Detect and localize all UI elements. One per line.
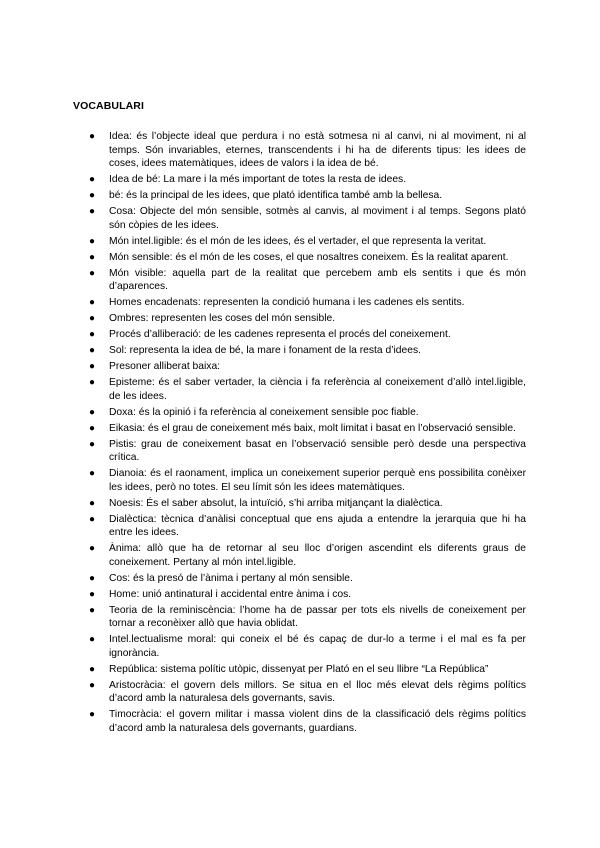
vocabulary-item-text: Pistis: grau de coneixement basat en l’observació sensible però desde una perspectiva crítica. — [109, 438, 526, 463]
vocabulary-item — [0, 173, 526, 187]
bullet-icon: ● — [89, 438, 96, 450]
bullet-icon: ● — [89, 572, 96, 584]
vocabulary-item-text: Cosa: Objecte del món sensible, sotmès al canvis, al moviment i al temps. Segons plató són còpies de les idees. — [109, 206, 526, 231]
bullet-icon: ● — [89, 679, 96, 691]
vocabulary-item — [0, 251, 526, 265]
bullet-icon: ● — [89, 297, 96, 308]
vocabulary-item-text: Home: unió antinatural i accidental entre ànima i cos. — [109, 588, 352, 600]
vocabulary-item — [0, 497, 526, 511]
vocabulary-item — [0, 588, 526, 602]
page-title: VOCABULARI — [73, 100, 144, 112]
bullet-icon: ● — [89, 377, 96, 388]
vocabulary-item — [0, 422, 526, 436]
vocabulary-item-text: Idea de bé: La mare i la més important de totes la resta de idees. — [109, 174, 407, 185]
vocabulary-item — [0, 344, 526, 358]
vocabulary-item-text: Doxa: és la opinió i fa referència al coneixement sensible poc fiable. — [109, 406, 419, 418]
vocabulary-item-text: Episteme: és el saber vertader, la ciència i fa referència al coneixement d’allò intel.ligible, de les idees. — [109, 377, 526, 402]
vocabulary-item — [0, 513, 526, 540]
vocabulary-item — [0, 663, 526, 677]
vocabulary-item-text: Teoria de la reminiscència: l’home ha de passar per tots els nivells de coneixement per tornar a reconèixer allò que havia oblidat. — [109, 604, 526, 629]
vocabulary-item — [0, 235, 526, 249]
vocabulary-item-text: Timocràcia: el govern militar i massa violent dins de la classificació dels règims polítics d’acord amb la naturalesa dels governants, guardians. — [109, 709, 526, 734]
vocabulary-item-text: Procés d’alliberació: de les cadenes representa el procés del coneixement. — [109, 329, 451, 340]
bullet-icon: ● — [89, 663, 96, 675]
vocabulary-item-text: Idea: és l’objecte ideal que perdura i no està sotmesa ni al canvi, ni al moviment, ni al temps. Són invariables, eternes, transcendents i hi ha de diferents tipus: les idees de coses, idees matemàtiques, idees de valors i la idea de bé. — [109, 131, 526, 169]
bullet-icon: ● — [89, 190, 96, 201]
vocabulary-item — [0, 205, 526, 232]
vocabulary-item — [0, 633, 526, 660]
bullet-icon: ● — [89, 345, 96, 356]
bullet-icon: ● — [89, 251, 96, 263]
vocabulary-item — [0, 189, 526, 203]
vocabulary-item-text: Presoner alliberat baixa: — [109, 361, 221, 372]
vocabulary-item — [0, 406, 526, 420]
vocabulary-item-text: Ànima: allò que ha de retornar al seu lloc d’origen ascendint els diferents graus de coneixement. Pertany al món intel.ligible. — [109, 543, 526, 568]
vocabulary-item-text: Cos: és la presó de l’ànima i pertany al món sensible. — [109, 572, 353, 584]
vocabulary-item — [0, 130, 526, 171]
vocabulary-item — [0, 604, 526, 631]
bullet-icon: ● — [89, 588, 96, 600]
vocabulary-item — [0, 708, 526, 735]
vocabulary-item — [0, 438, 526, 465]
vocabulary-list — [0, 130, 600, 738]
bullet-icon: ● — [89, 513, 96, 525]
bullet-icon: ● — [89, 604, 96, 616]
vocabulary-item-text: Dianoia: és el raonament, implica un coneixement superior perquè ens possibilita conèixer les idees, però no totes. El seu límit són les idees matemàtiques. — [109, 468, 526, 493]
vocabulary-item-text: República: sistema polític utòpic, dissenyat per Plató en el seu llibre “La República” — [109, 663, 489, 675]
vocabulary-item — [0, 296, 526, 310]
vocabulary-item-text: Dialèctica: tècnica d’anàlisi conceptual que ens ajuda a entendre la jerarquia que hi ha entre les idees. — [109, 513, 526, 538]
vocabulary-item-text: Homes encadenats: representen la condició humana i les cadenes els sentits. — [109, 297, 465, 308]
bullet-icon: ● — [89, 313, 96, 324]
vocabulary-item — [0, 360, 526, 374]
bullet-icon: ● — [89, 174, 96, 185]
vocabulary-item-text: Món intel.ligible: és el món de les idees, és el vertader, el que representa la veritat. — [109, 235, 487, 247]
vocabulary-item-text: Món sensible: és el món de les coses, el que nosaltres coneixem. És la realitat aparent. — [109, 251, 509, 263]
bullet-icon: ● — [89, 497, 96, 509]
bullet-icon: ● — [89, 329, 96, 340]
bullet-icon: ● — [89, 206, 96, 217]
vocabulary-item-text: bé: és la principal de les idees, que plató identifica també amb la bellesa. — [109, 190, 443, 201]
bullet-icon: ● — [89, 543, 96, 554]
vocabulary-item-text: Noesis: És el saber absolut, la intuïció, s’hi arriba mitjançant la dialèctica. — [109, 497, 443, 509]
vocabulary-item — [0, 267, 526, 294]
vocabulary-item — [0, 467, 526, 494]
vocabulary-item-text: Aristocràcia: el govern dels millors. Se situa en el lloc més elevat dels règims polítics d’acord amb la naturalesa dels governants, savis. — [109, 679, 526, 704]
bullet-icon: ● — [89, 235, 96, 247]
bullet-icon: ● — [89, 422, 96, 434]
bullet-icon: ● — [89, 406, 96, 418]
bullet-icon: ● — [89, 131, 96, 142]
vocabulary-item — [0, 328, 526, 342]
vocabulary-item-text: Sol: representa la idea de bé, la mare i fonament de la resta d’idees. — [109, 345, 421, 356]
vocabulary-item — [0, 376, 526, 403]
vocabulary-item — [0, 572, 526, 586]
bullet-icon: ● — [89, 634, 96, 645]
bullet-icon: ● — [89, 361, 96, 372]
bullet-icon: ● — [89, 709, 96, 720]
vocabulary-item-text: Eikasia: és el grau de coneixement més baix, molt limitat i basat en l’observació sensible. — [109, 422, 516, 434]
vocabulary-item — [0, 542, 526, 569]
vocabulary-item-text: Món visible: aquella part de la realitat que percebem amb els sentits i que és món d’aparences. — [109, 267, 526, 292]
bullet-icon: ● — [89, 267, 96, 279]
vocabulary-item-text: Ombres: representen les coses del món sensible. — [109, 313, 336, 324]
vocabulary-item — [0, 312, 526, 326]
vocabulary-item — [0, 679, 526, 706]
bullet-icon: ● — [89, 468, 96, 479]
vocabulary-item-text: Intel.lectualisme moral: qui coneix el bé és capaç de dur-lo a terme i el mal es fa per ignorància. — [109, 634, 526, 659]
